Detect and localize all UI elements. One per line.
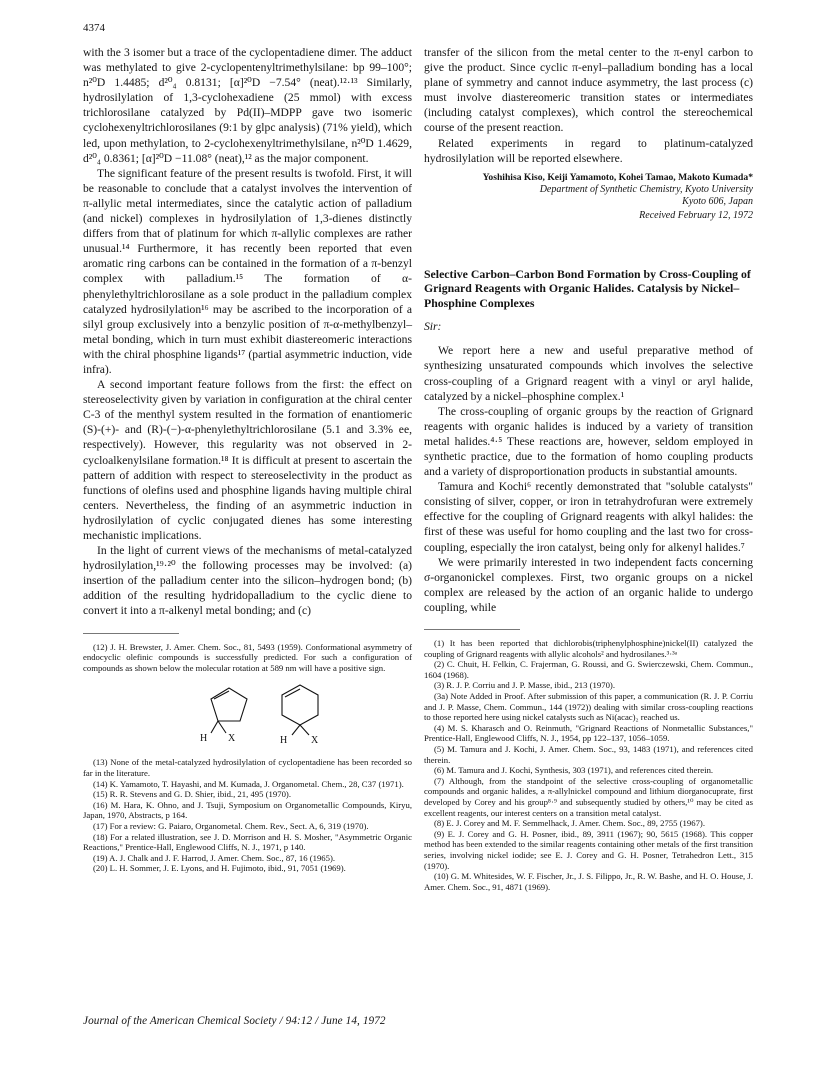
body-paragraph: A second important feature follows from the first: the effect on stereoselectivity given by variation in configuration at the chiral center C-3 of the menthyl system resulted in the formation of enantiomeric (S)-(+)- and (R)-(−)-α-phenylethyltrichlorosilane (5.1 and 3.3% ee, respectively). However, this regularity was not observed in 2-cycloalkenylsilane formation.¹⁸ It is difficult at present to ascertain the pattern of addition with respect to stereoselectivity in the product as functions of olefins used and phosphine ligands having multiple chiral centers. Nevertheless, the finding of an asymmetric induction in hydrosilylation of cyclic conjugated dienes has some interesting mechanistic implications. [83, 378, 412, 542]
footnote: (3) R. J. P. Corriu and J. P. Masse, ibid., 213 (1970). [434, 680, 615, 691]
body-paragraph: transfer of the silicon from the metal center to the π-enyl carbon to give the product. Since cyclic π-enyl–palladium bonding has a local plane of symmetry and cannot induce asymmetry, the last process (c) must involve diastereomeric transition states or intermediates (including catalyst complexes), which control the stereochemical course of the present reaction. [424, 46, 753, 135]
body-paragraph: In the light of current views of the mechanisms of metal-catalyzed hydrosilylation,¹⁹·²⁰ the following processes may be involved: (a) insertion of the palladium center into the silicon–hydrogen bond; (b) addition of the resulting hydridopalladium to the cyclic diene to convert it into a π-alkenyl metal bonding; and (c) [83, 544, 412, 618]
received-date: Received February 12, 1972 [639, 209, 753, 221]
body-paragraph: We were primarily interested in two independent facts concerning σ-organonickel complexes. First, two organic groups on a nickel complex are released by the action of an organic halide to undergo coupling, while [424, 555, 753, 614]
structure-label: X [228, 733, 236, 745]
footnote: (6) M. Tamura and J. Kochi, Synthesis, 303 (1971), and references cited therein. [434, 765, 714, 776]
cycloalkene-structures [83, 683, 412, 751]
footnote: (18) For a related illustration, see J. D. Morrison and H. S. Mosher, "Asymmetric Organic Reactions," Prentice-Hall, Englewood Cliffs, N. J., 1971, p 140. [83, 831, 412, 853]
footnote: (1) It has been reported that dichlorobis(triphenylphosphine)nickel(II) catalyzed the coupling of Grignard reagents with allylic alcohols² and hydrosilanes.³·³ᵃ [424, 638, 753, 659]
body-paragraph: Related experiments in regard to platinum-catalyzed hydrosilylation will be reported elsewhere. [424, 136, 753, 165]
article-title: Selective Carbon–Carbon Bond Formation by Cross-Coupling of Grignard Reagents with Organic Halides. Catalysis by Nickel–Phosphine Complexes [424, 266, 751, 310]
footnote: (5) M. Tamura and J. Kochi, J. Amer. Chem. Soc., 93, 1483 (1971), and references cited therein. [424, 743, 753, 765]
left-column [83, 45, 412, 874]
footnote: (12) J. H. Brewster, J. Amer. Chem. Soc., 81, 5493 (1959). Conformational asymmetry of endocyclic olefinic compounds is successfully predicted. For such a configuration of compounds as shown below the molecular rotation at 589 nm will have a positive sign. [83, 641, 412, 673]
body-paragraph: The significant feature of the present results is twofold. First, it will be reasonable to conclude that a catalyst involves the intervention of π-allylic metal intermediates, since the catalytic action of palladium (and nickel) complexes in hydrosilylation of 1,3-dienes distinctly differs from that of platinum for which π-allylic complexes are rather unusual.¹⁴ Furthermore, it has recently been reported that even aromatic ring carbons can be contained in the formation of a π-benzyl complex with palladium.¹⁵ The formation of α-phenylethyltrichlorosilane as a sole product in the palladium complex catalyzed hydrosilylation¹⁶ may be ascribed to the incorporation of a silyl group exclusively into a benzylic position of π-α-methylbenzyl–metal bonding, which in turn must exhibit diastereomeric interactions with the chiral phosphine ligands¹⁷ (partial asymmetric induction, vide infra). [83, 166, 412, 376]
structure-label: H [280, 735, 288, 747]
footnote: (20) L. H. Sommer, J. E. Lyons, and H. Fujimoto, ibid., 91, 7051 (1969). [93, 863, 346, 874]
footnote: (16) M. Hara, K. Ohno, and J. Tsuji, Symposium on Organometallic Compounds, Kiryu, Japan, 1970, Abstracts, p 164. [83, 799, 412, 821]
footnote: (15) R. R. Stevens and G. D. Shier, ibid., 21, 495 (1970). [93, 789, 292, 800]
body-paragraph: with the 3 isomer but a trace of the cyclopentadiene dimer. The adduct was methylated to give 2-cyclopentenyltrimethylsilane: bp 99–100°; n²⁰D 1.4485; d²⁰₄ 0.8131; [α]²⁰D −7.54° (neat).¹²·¹³ Similarly, hydrosilylation of 1,3-cyclohexadiene (25 mmol) with excess trichlorosilane catalyzed by Pd(II)–MDPP gave two isomeric cyclohexenyltrichlorosilanes (9:1 by glpc analysis) (71% yield), which led, upon methylation, to 2-cyclohexenyltrimethylsilane, n²⁰D 1.4629, d²⁰₄ 0.8361; [α]²⁰D −11.08° (neat),¹² as the major component. [83, 46, 412, 165]
affiliation: Department of Synthetic Chemistry, Kyoto University [539, 183, 753, 195]
structure-label: H [200, 733, 208, 745]
structure-label: X [311, 735, 319, 747]
affiliation-city: Kyoto 606, Japan [682, 196, 753, 208]
footnote-divider [83, 633, 179, 634]
salutation: Sir: [424, 320, 442, 334]
footnote: (2) C. Chuit, H. Felkin, C. Frajerman, G. Roussi, and G. Swierczewski, Chem. Commun., 1604 (1968). [424, 659, 753, 680]
footnote-divider [424, 629, 520, 630]
body-paragraph: We report here a new and useful preparative method of synthesizing unsaturated compounds which involves the selective cross-coupling of a Grignard reagent with a vinyl or aryl halide, catalyzed by a nickel–phosphine complex.¹ [424, 344, 753, 403]
structure-figure [83, 683, 412, 751]
body-paragraph: The cross-coupling of organic groups by the reaction of Grignard reagents with organic halides is induced by a variety of transition metal halides.⁴·⁵ These reactions are, however, seldom employed in synthetic practice, due to the formation of homo coupling products and a variety of disproportionation products in substantial amounts. [424, 404, 753, 479]
footnote: (9) E. J. Corey and G. H. Posner, ibid., 89, 3911 (1967); 90, 5615 (1968). This copper method has been extended to the similar reagents containing other metals of the first transition series, involving nickel iodide; see E. J. Corey and G. H. Posner, Tetrahedron Lett., 315 (1970). [424, 828, 753, 871]
footnote: (8) E. J. Corey and M. F. Semmelhack, J. Amer. Chem. Soc., 89, 2755 (1967). [434, 818, 705, 829]
footnote: (10) G. M. Whitesides, W. F. Fischer, Jr., J. S. Filippo, Jr., R. W. Bashe, and H. O. House, J. Amer. Chem. Soc., 91, 4871 (1969). [424, 871, 753, 892]
body-paragraph: Tamura and Kochi⁶ recently demonstrated that "soluble catalysts" consisting of silver, copper, or iron in tetrahydrofuran were extremely effective for the coupling of Grignard reagents with alkyl halides: the first of these was useful for homo coupling and the last two for cross-coupling, especially the iron catalyst, being only for alkenyl halides.⁷ [424, 480, 753, 554]
footnote: (14) K. Yamamoto, T. Hayashi, and M. Kumada, J. Organometal. Chem., 28, C37 (1971). [93, 778, 404, 789]
footnote: (13) None of the metal-catalyzed hydrosilylation of cyclopentadiene has been recorded so far in the literature. [83, 757, 412, 778]
journal-footer: Journal of the American Chemical Society / 94:12 / June 14, 1972 [83, 1015, 386, 1027]
cyclohexene-structure [282, 685, 318, 735]
footnote: (19) A. J. Chalk and J. F. Harrod, J. Amer. Chem. Soc., 87, 16 (1965). [93, 852, 336, 863]
footnote: (17) For a review: G. Paiaro, Organometal. Chem. Rev., Sect. A, 6, 319 (1970). [93, 820, 369, 831]
cyclopentene-structure [211, 688, 247, 733]
page-number: 4374 [83, 22, 105, 34]
footnote: (4) M. S. Kharasch and O. Reinmuth, "Grignard Reactions of Nonmetallic Substances," Prentice-Hall, Englewood Cliffs, N. J., 1954, pp 122–137, 1056–1059. [424, 722, 753, 744]
footnote: (3a) Note Added in Proof. After submission of this paper, a communication (R. J. P. Corriu and J. P. Masse, Chem. Commun., 144 (1972)) dealing with similar cross-coupling reactions to those reported here using nickel catalysts such as Ni(acac)₂ reached us. [424, 691, 753, 723]
right-column [424, 45, 753, 892]
footnote: (7) Although, from the standpoint of the selective cross-coupling of organometallic compounds and organic halides, a π-allylnickel compound and lithium diorganocuprate, first developed by Corey and his group⁸·⁹ and subsequently studied by others,¹⁰ may be cited as excellent reagents, our interest centers on a transition metal catalyst. [424, 775, 753, 818]
author-list: Yoshihisa Kiso, Keiji Yamamoto, Kohei Tamao, Makoto Kumada* [482, 171, 753, 183]
